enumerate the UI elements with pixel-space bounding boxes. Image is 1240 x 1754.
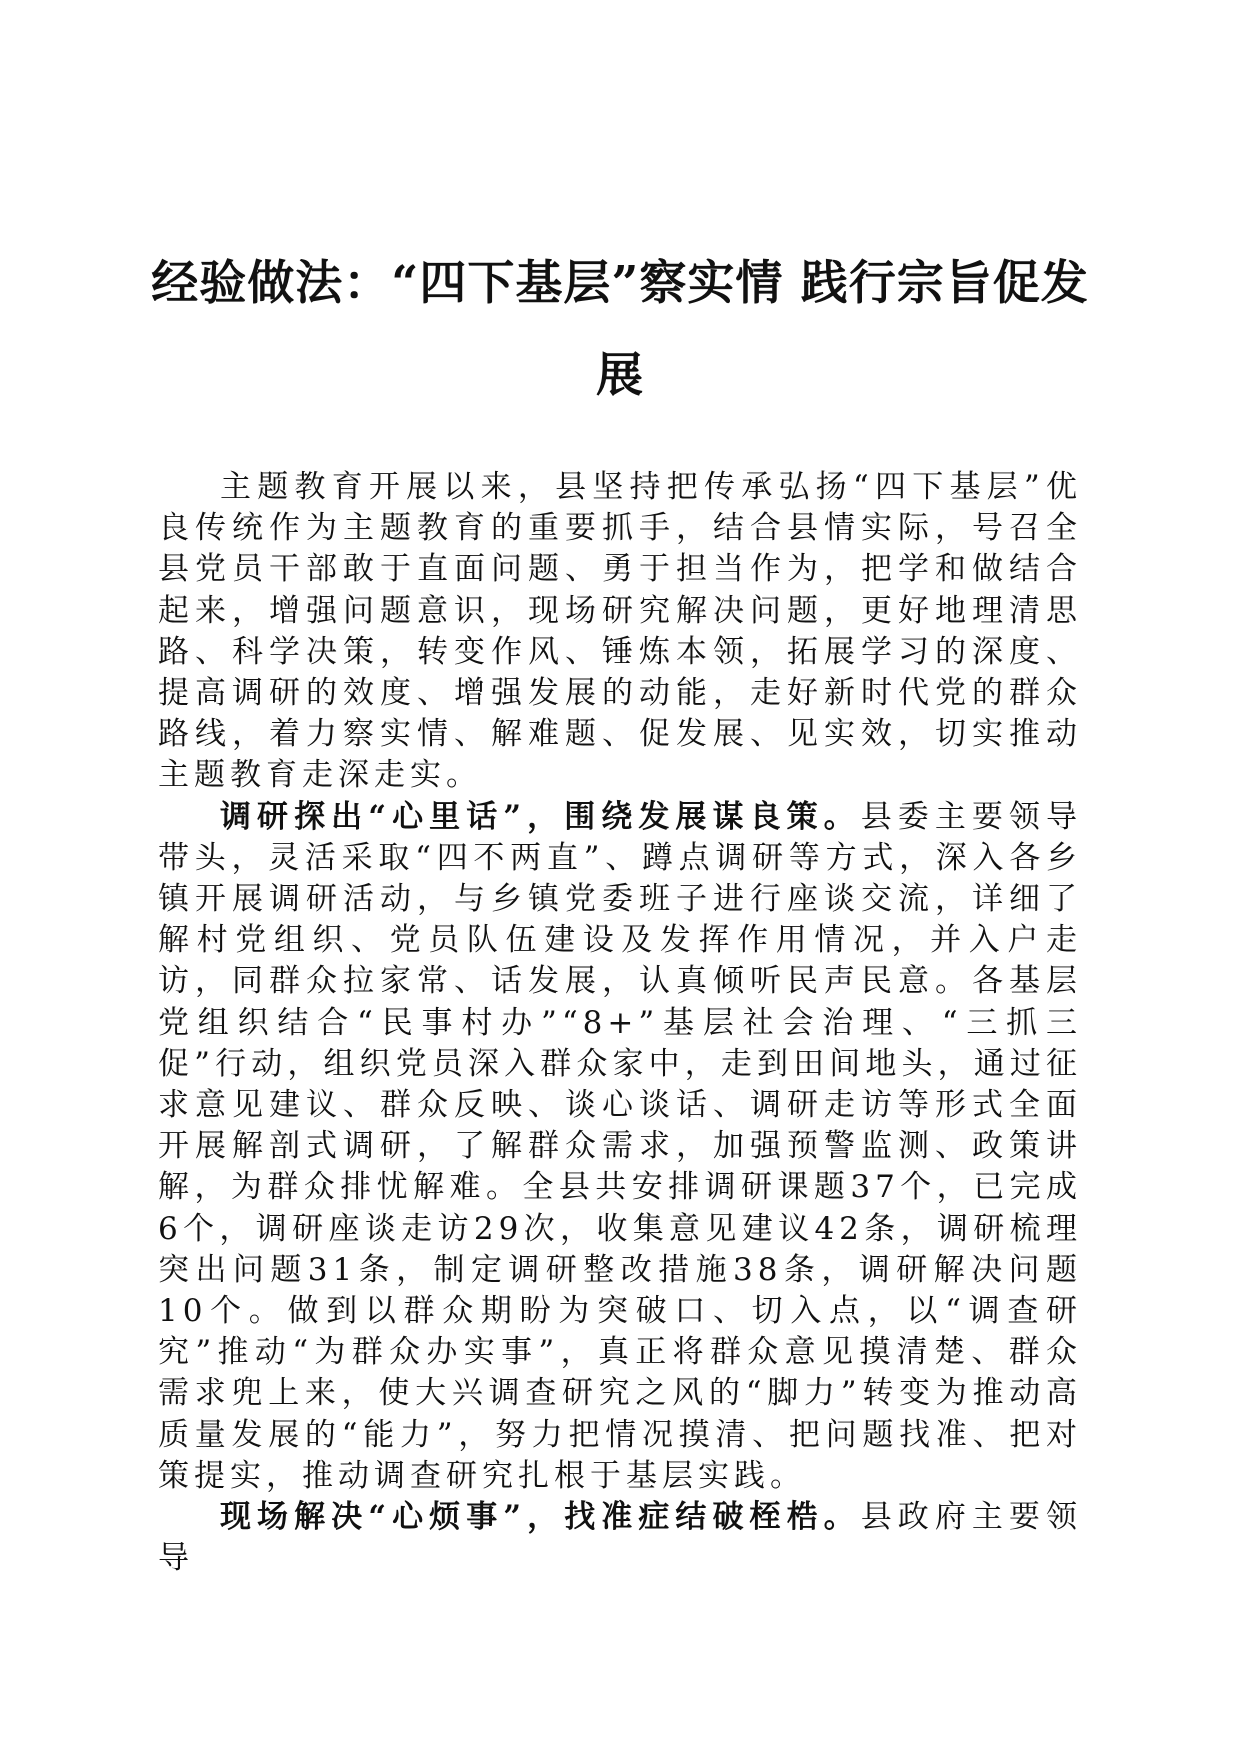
- paragraph-onsite: [158, 1497, 1082, 1579]
- paragraph-research-text: 县委主要领导带头，灵活采取“四不两直”、蹲点调研等方式，深入各乡镇开展调研活动，与乡镇党委班子进行座谈交流，详细了解村党组织、党员队伍建设及发挥作用情况，并入户走访，同群众拉家常、话发展，认真倾听民声民意。各基层党组织结合“民事村办”“8+”基层社会治理、“三抓三促”行动，组织党员深入群众家中，走到田间地头，通过征求意见建议、群众反映、谈心谈话、调研走访等形式全面开展解剖式调研，了解群众需求，加强预警监测、政策讲解，为群众排忧解难。全县共安排调研课题37个，已完成6个，调研座谈走访29次，收集意见建议42条，调研梳理突出问题31条，制定调研整改措施38条，调研解决问题10个。做到以群众期盼为突破口、切入点，以“调查研究”推动“为群众办实事”，真正将群众意见摸清楚、群众需求兜上来，使大兴调查研究之风的“脚力”转变为推动高质量发展的“能力”，努力把情况摸清、把问题找准、把对策提实，推动调查研究扎根于基层实践。: [158, 798, 1082, 1494]
- paragraph-intro: [158, 467, 1082, 797]
- document-title: 经验做法：“四下基层”察实情 践行宗旨促发展: [151, 256, 1089, 403]
- paragraph-research-heading: 调研探出“心里话”，围绕发展谋良策。: [220, 798, 861, 835]
- paragraph-research: [158, 797, 1082, 1497]
- paragraph-onsite-text: 县政府主要领导: [158, 1499, 1082, 1577]
- paragraph-intro-text: 主题教育开展以来，县坚持把传承弘扬“四下基层”优良传统作为主题教育的重要抓手，结合县情实际，号召全县党员干部敢于直面问题、勇于担当作为，把学和做结合起来，增强问题意识，现场研究解决问题，更好地理清思路、科学决策，转变作风、锤炼本领，拓展学习的深度、提高调研的效度、增强发展的动能，走好新时代党的群众路线，着力察实情、解难题、促发展、见实效，切实推动主题教育走深走实。: [158, 469, 1082, 794]
- document-body: [158, 467, 1082, 1579]
- paragraph-onsite-heading: 现场解决“心烦事”，找准症结破桎梏。: [220, 1499, 861, 1536]
